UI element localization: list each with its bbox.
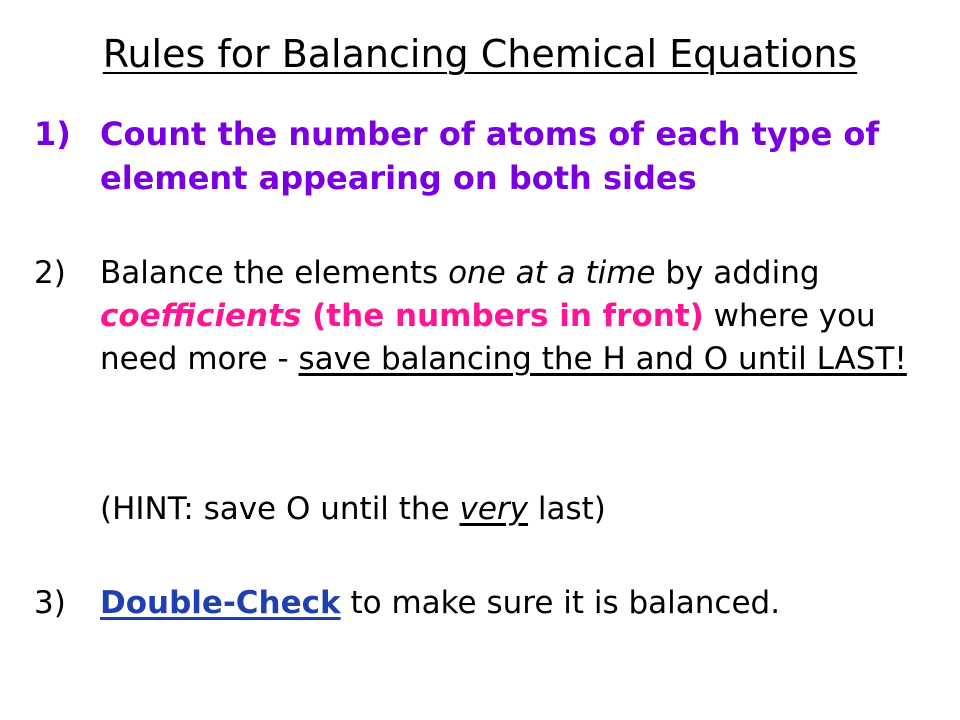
rule-2-underlined: save balancing the H and O until LAST! [298, 341, 907, 377]
hint-suffix: last) [528, 491, 606, 527]
coefficients-note: (the numbers in front) [301, 298, 704, 334]
rule-3-text [100, 582, 930, 625]
rule-2-part3: where you need more - [100, 298, 876, 377]
rule-2-text [100, 252, 930, 381]
hint-emphasis: very [459, 491, 529, 527]
hint-text [100, 488, 606, 531]
hint-prefix: (HINT: save O until the [100, 491, 460, 527]
coefficients-keyword: coefficients [100, 298, 302, 334]
rule-3-number: 3) [34, 585, 66, 621]
rule-3-rest: to make sure it is balanced. [340, 585, 781, 621]
rule-1-number: 1) [34, 115, 71, 153]
double-check-keyword: Double-Check [100, 585, 341, 621]
rule-2-emphasis: one at a time [448, 255, 656, 291]
rule-2-part1: Balance the elements [100, 255, 449, 291]
slide-title: Rules for Balancing Chemical Equations [102, 32, 858, 76]
rule-1-text: Count the number of atoms of each type of element appearing on both sides [100, 115, 880, 197]
rule-2-number: 2) [34, 255, 66, 291]
rule-2-part2: by adding [655, 255, 820, 291]
